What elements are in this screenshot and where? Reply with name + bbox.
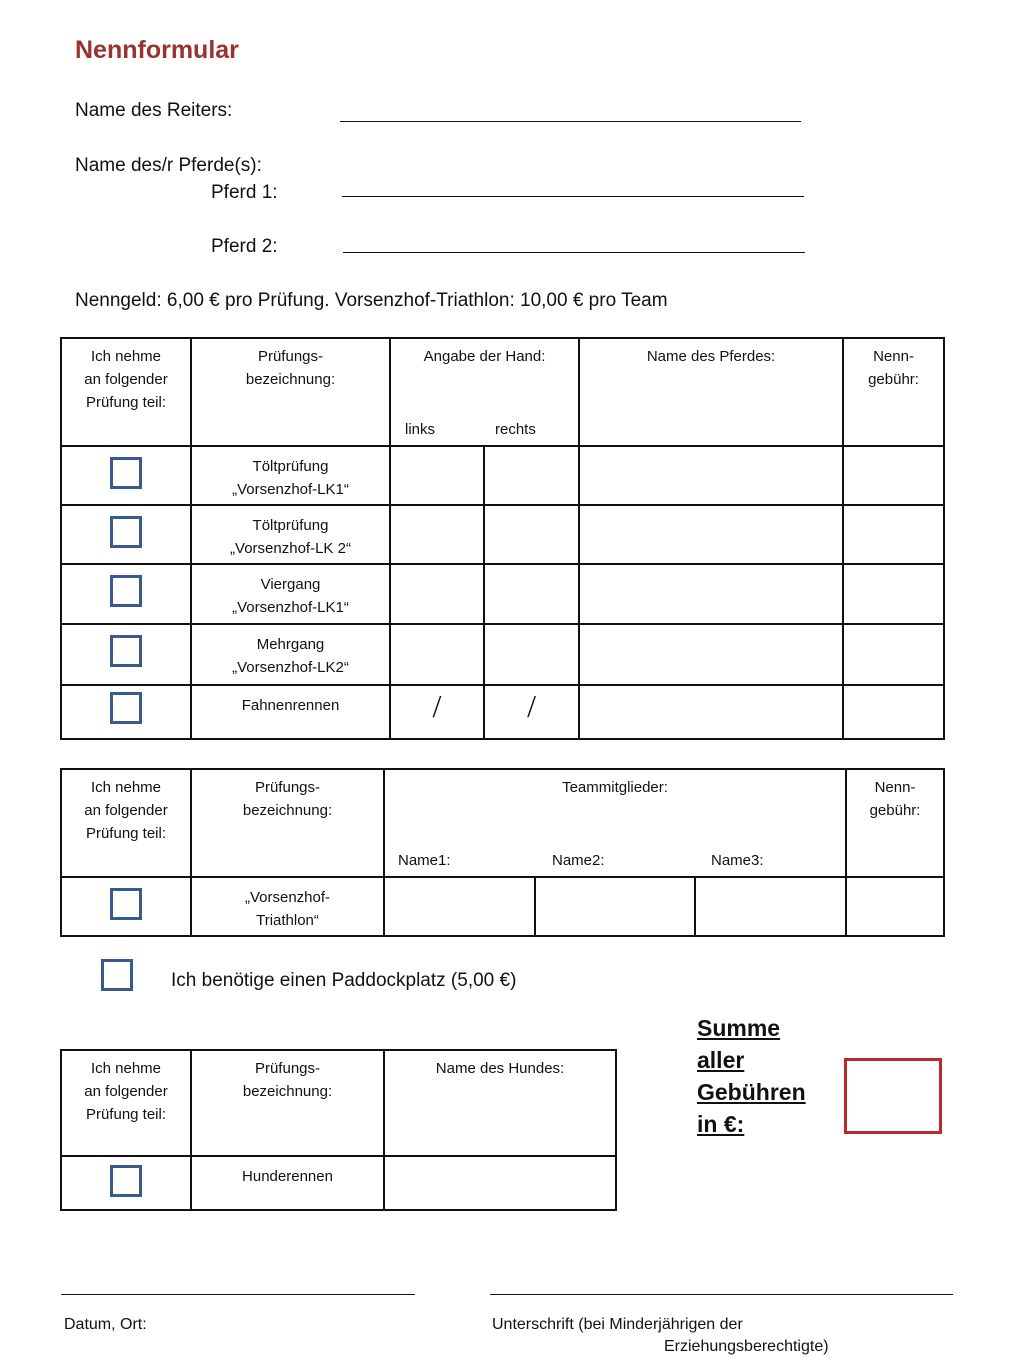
horse-name-cell[interactable] — [579, 446, 843, 505]
fee-header — [846, 769, 944, 877]
exam-header — [191, 338, 390, 446]
exam-table-header — [61, 338, 944, 446]
header-text: Ich nehme — [90, 1060, 162, 1077]
name2-label: Name2: — [552, 852, 605, 869]
header-text: Prüfung teil: — [85, 1106, 167, 1123]
fee-header — [843, 338, 944, 446]
fee-cell[interactable] — [846, 877, 944, 936]
hand-right-label: rechts — [495, 421, 536, 438]
exam-checkbox[interactable] — [110, 635, 142, 667]
exam-name: „Vorsenzhof- — [244, 889, 331, 906]
dog-table — [60, 1049, 617, 1211]
rider-name-label: Name des Reiters: — [75, 100, 233, 121]
exam-name: Hunderennen — [242, 1168, 333, 1185]
header-text: bezeichnung: — [242, 802, 333, 819]
checkbox-cell — [61, 1156, 191, 1210]
hand-header — [390, 338, 579, 446]
checkbox-cell — [61, 446, 191, 505]
hand-right-cell[interactable] — [484, 446, 579, 505]
exam-name-cell — [191, 624, 390, 685]
form-title: Nennformular — [75, 36, 239, 64]
team-table — [60, 768, 945, 937]
hand-right-cell[interactable] — [484, 564, 579, 624]
horse2-label: Pferd 2: — [211, 236, 278, 257]
exam-name: Töltprüfung — [252, 458, 329, 475]
participate-header — [61, 1050, 191, 1156]
date-place-label: Datum, Ort: — [64, 1316, 147, 1333]
header-text: an folgender — [84, 802, 168, 819]
horse-name-cell[interactable] — [579, 685, 843, 739]
exam-name: „Vorsenzhof-LK2“ — [232, 659, 349, 676]
horses-label: Name des/r Pferde(s): — [75, 155, 262, 176]
header-text: Name des Hundes: — [435, 1060, 565, 1077]
participate-header — [61, 338, 191, 446]
paddock-label: Ich benötige einen Paddockplatz (5,00 €) — [171, 970, 517, 991]
table-row — [61, 1156, 616, 1210]
checkbox-cell — [61, 685, 191, 739]
exam-checkbox[interactable] — [110, 457, 142, 489]
triathlon-checkbox[interactable] — [110, 888, 142, 920]
exam-header — [191, 1050, 384, 1156]
exam-name-cell — [191, 877, 384, 936]
fee-note: Nenngeld: 6,00 € pro Prüfung. Vorsenzhof-Triathlon: 10,00 € pro Team — [75, 290, 668, 311]
hand-left-cell[interactable] — [390, 446, 484, 505]
header-text: Prüfungs- — [257, 348, 324, 365]
table-row — [61, 564, 944, 624]
exam-name: Triathlon“ — [256, 912, 319, 929]
fee-cell[interactable] — [843, 446, 944, 505]
paddock-checkbox[interactable] — [101, 959, 133, 991]
horse1-label: Pferd 1: — [211, 182, 278, 203]
team-members-header — [384, 769, 846, 877]
team-table-header — [61, 769, 944, 877]
hand-left-cell[interactable] — [390, 624, 484, 685]
horse2-name-field[interactable] — [343, 252, 805, 253]
table-row — [61, 877, 944, 936]
fee-cell[interactable] — [843, 564, 944, 624]
header-text: bezeichnung: — [242, 1083, 333, 1100]
header-text: Nenn- — [873, 348, 914, 365]
team-members-label: Teammitglieder: — [562, 779, 668, 796]
header-text: Prüfung teil: — [85, 825, 167, 842]
header-text: Prüfungs- — [254, 1060, 321, 1077]
participate-header — [61, 769, 191, 877]
checkbox-cell — [61, 624, 191, 685]
not-applicable-mark: / — [527, 688, 536, 724]
hand-left-cell — [390, 685, 484, 739]
checkbox-cell — [61, 505, 191, 564]
exam-header — [191, 769, 384, 877]
header-text: Ich nehme — [90, 348, 162, 365]
signature-line[interactable] — [490, 1294, 953, 1295]
fee-cell[interactable] — [843, 624, 944, 685]
horse-name-cell[interactable] — [579, 624, 843, 685]
exam-name: Mehrgang — [256, 636, 325, 653]
total-fees-label: Summe aller Gebühren in €: — [697, 1015, 806, 1137]
signature-label-continued: Erziehungsberechtigte) — [664, 1338, 829, 1355]
exam-checkbox[interactable] — [110, 516, 142, 548]
exam-name-cell — [191, 564, 390, 624]
exam-name-cell — [191, 685, 390, 739]
hand-right-cell[interactable] — [484, 505, 579, 564]
table-row — [61, 624, 944, 685]
dog-name-header — [384, 1050, 616, 1156]
signature-label: Unterschrift (bei Minderjährigen der — [492, 1316, 743, 1333]
fee-cell[interactable] — [843, 505, 944, 564]
hand-left-cell[interactable] — [390, 564, 484, 624]
exam-name: „Vorsenzhof-LK1“ — [232, 481, 349, 498]
header-text: Prüfung teil: — [85, 394, 167, 411]
exam-checkbox[interactable] — [110, 575, 142, 607]
hand-left-label: links — [405, 421, 436, 438]
hand-left-cell[interactable] — [390, 505, 484, 564]
table-row — [61, 505, 944, 564]
horse-name-header — [579, 338, 843, 446]
team-name2-cell[interactable] — [535, 877, 695, 936]
table-row — [61, 446, 944, 505]
header-text: bezeichnung: — [245, 371, 336, 388]
date-place-line[interactable] — [61, 1294, 415, 1295]
table-row — [61, 685, 944, 739]
rider-name-field[interactable] — [340, 121, 801, 122]
header-text: an folgender — [84, 1083, 168, 1100]
team-name1-cell[interactable] — [384, 877, 535, 936]
team-name3-cell[interactable] — [695, 877, 846, 936]
fee-cell[interactable] — [843, 685, 944, 739]
checkbox-cell — [61, 877, 191, 936]
hand-right-cell[interactable] — [484, 624, 579, 685]
header-text: Prüfungs- — [254, 779, 321, 796]
exam-table — [60, 337, 945, 740]
exam-name: „Vorsenzhof-LK 2“ — [230, 540, 351, 557]
hand-right-cell — [484, 685, 579, 739]
header-text: gebühr: — [868, 371, 919, 388]
horse1-name-field[interactable] — [342, 196, 804, 197]
horse-name-cell[interactable] — [579, 564, 843, 624]
name3-label: Name3: — [711, 852, 764, 869]
hand-header-label: Angabe der Hand: — [423, 348, 546, 365]
header-text: Nenn- — [874, 779, 916, 796]
exam-name-cell — [191, 446, 390, 505]
exam-name: Viergang — [260, 576, 321, 593]
exam-name: Töltprüfung — [252, 517, 329, 534]
header-text: an folgender — [84, 371, 168, 388]
exam-name-cell — [191, 505, 390, 564]
name1-label: Name1: — [398, 852, 451, 869]
header-text: Ich nehme — [90, 779, 162, 796]
exam-name: Fahnenrennen — [241, 697, 340, 714]
header-text: gebühr: — [869, 802, 921, 819]
not-applicable-mark: / — [432, 688, 442, 724]
horse-name-cell[interactable] — [579, 505, 843, 564]
exam-name: „Vorsenzhof-LK1“ — [232, 599, 349, 616]
exam-name-cell — [191, 1156, 384, 1210]
exam-checkbox[interactable] — [110, 692, 142, 724]
total-fees-box[interactable] — [844, 1058, 942, 1134]
header-text: Name des Pferdes: — [646, 348, 776, 365]
checkbox-cell — [61, 564, 191, 624]
dog-race-checkbox[interactable] — [110, 1165, 142, 1197]
dog-name-cell[interactable] — [384, 1156, 616, 1210]
dog-table-header — [61, 1050, 616, 1156]
